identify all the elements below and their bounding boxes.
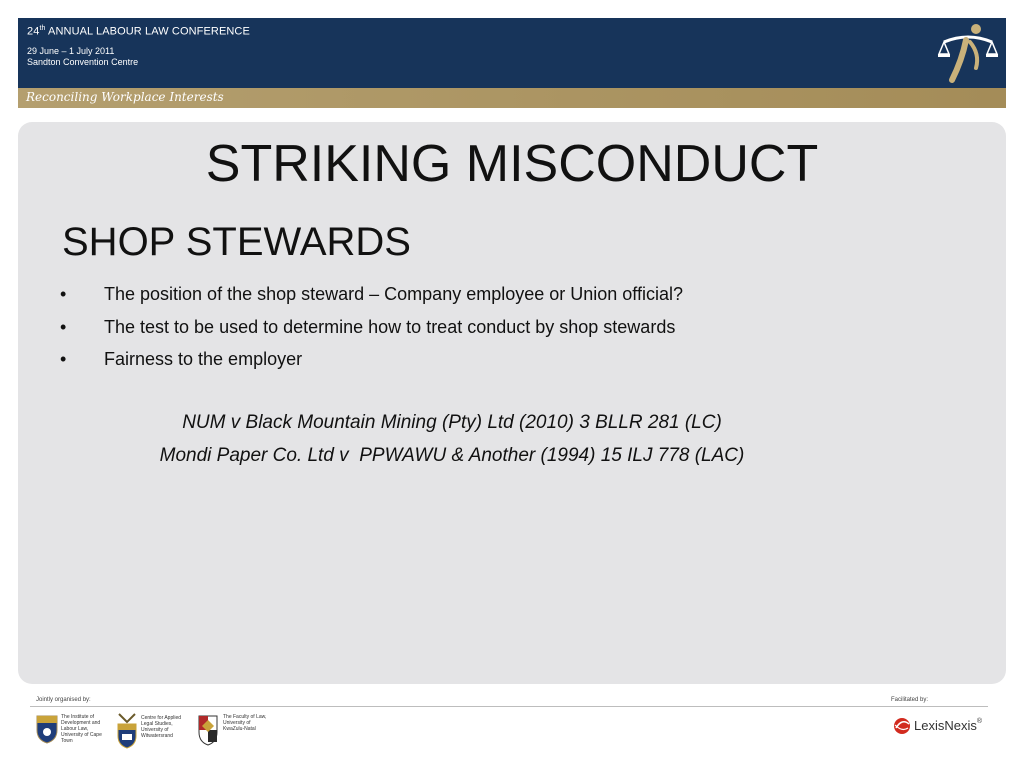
lexisnexis-swirl-icon	[892, 716, 912, 736]
case-citations	[18, 410, 886, 476]
slide-subtitle: SHOP STEWARDS	[62, 220, 411, 264]
institution-ukzn	[196, 712, 276, 752]
lexisnexis-logo	[892, 714, 992, 738]
conference-venue: Sandton Convention Centre	[27, 57, 139, 67]
conference-date: 29 June – 1 July 2011	[27, 46, 115, 56]
institution-name: The Faculty of Law, University of KwaZulu-Natal	[223, 714, 267, 732]
uct-crest-icon	[36, 714, 58, 744]
bullet-icon: •	[60, 349, 67, 369]
citation: NUM v Black Mountain Mining (Pty) Ltd (2010) 3 BLLR 281 (LC)	[182, 412, 722, 433]
conference-date-venue	[27, 46, 138, 68]
slide-title: STRIKING MISCONDUCT	[205, 135, 819, 193]
bullet-icon: •	[60, 284, 67, 304]
lexisnexis-wordmark: LexisNexis®	[914, 718, 983, 733]
bullet-item: • The position of the shop steward – Company employee or Union official?	[56, 282, 683, 315]
institution-name: Centre for Applied Legal Studies, University of Witwatersrand	[141, 715, 182, 739]
jointly-organised-label: Jointly organised by:	[36, 697, 91, 703]
slide-content-panel	[18, 122, 1006, 684]
institution-wits	[116, 712, 196, 752]
citation: Mondi Paper Co. Ltd v PPWAWU & Another (1994) 15 ILJ 778 (LAC)	[159, 445, 745, 466]
tagline: Reconciling Workplace Interests	[26, 90, 224, 104]
bullet-item: • The test to be used to determine how to treat conduct by shop stewards	[56, 315, 683, 348]
wits-crest-icon	[116, 712, 138, 750]
facilitated-by-label: Facilitated by:	[891, 697, 929, 703]
footer-divider	[30, 706, 988, 707]
conference-title: 24th ANNUAL LABOUR LAW CONFERENCE	[27, 25, 250, 38]
institution-uct	[36, 712, 116, 752]
institution-name: The Institute of Development and Labour Law, University of Cape Town	[61, 714, 102, 744]
tagline-bar	[18, 88, 1006, 108]
ukzn-crest-icon	[196, 714, 220, 748]
scales-of-justice-logo-icon	[936, 20, 1000, 86]
bullet-item: • Fairness to the employer	[56, 347, 683, 380]
conference-header	[18, 18, 1006, 88]
bullet-list	[56, 282, 683, 380]
bullet-icon: •	[60, 316, 67, 337]
